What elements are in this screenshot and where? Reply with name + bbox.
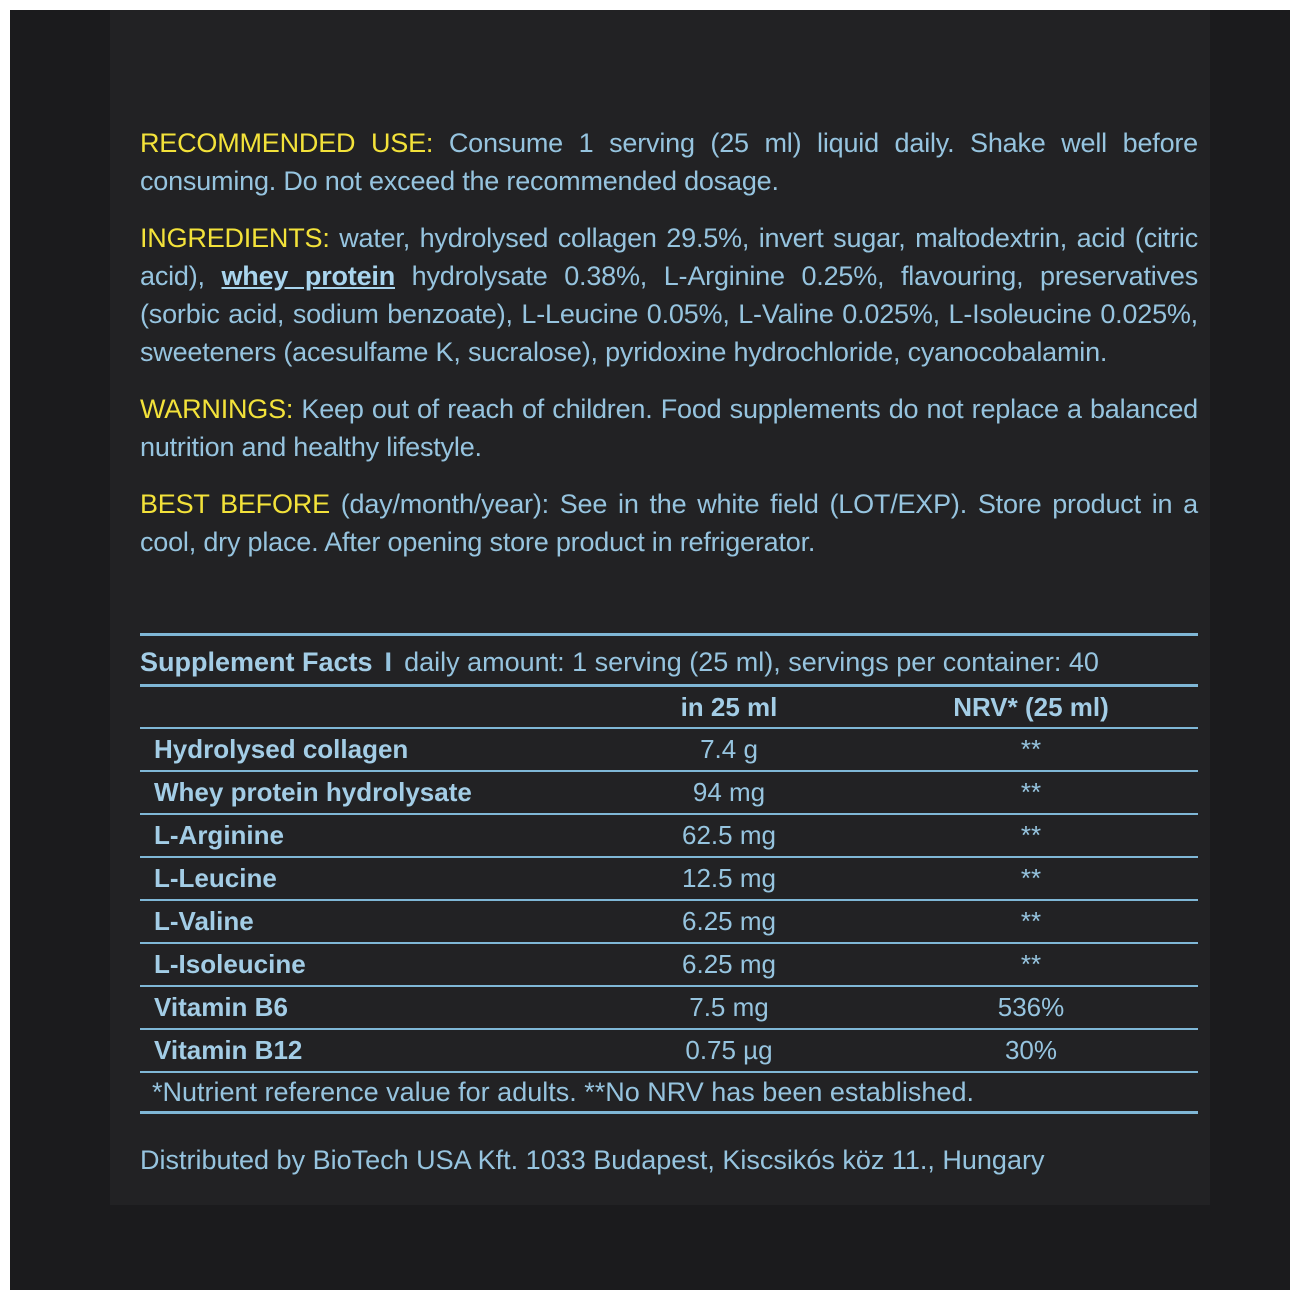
facts-serving-info: daily amount: 1 serving (25 ml), servings per container: 40 xyxy=(404,647,1099,677)
nutrient-nrv: 30% xyxy=(1004,1035,1058,1065)
recommended-use-paragraph xyxy=(140,124,1198,200)
nutrient-name: Hydrolysed collagen xyxy=(154,734,409,764)
table-row xyxy=(140,987,1198,1030)
table-row xyxy=(140,815,1198,858)
recommended-use-text: Consume 1 serving (25 ml) liquid daily. Shake well before consuming. Do not exceed the recommended dosage. xyxy=(140,128,1198,196)
best-before-label: BEST BEFORE xyxy=(140,489,330,519)
nutrient-nrv: ** xyxy=(1020,777,1042,807)
ingredients-text-before: water, hydrolysed collagen 29.5%, invert sugar, maltodextrin, acid (citric acid), xyxy=(140,223,1198,291)
nutrient-amount: 7.5 mg xyxy=(689,992,769,1022)
nutrient-name: Vitamin B12 xyxy=(154,1035,303,1065)
nutrient-amount: 12.5 mg xyxy=(682,863,776,893)
facts-bottom-rule xyxy=(140,1111,1198,1114)
nutrient-nrv: 536% xyxy=(997,992,1065,1022)
facts-footnote: *Nutrient reference value for adults. **No NRV has been established. xyxy=(152,1077,974,1107)
nutrient-name: L-Arginine xyxy=(154,820,284,850)
ingredients-paragraph xyxy=(140,219,1198,371)
table-row xyxy=(140,1030,1198,1073)
facts-column-header xyxy=(140,687,1198,729)
warnings-label: WARNINGS: xyxy=(140,394,294,424)
nutrient-name: L-Valine xyxy=(154,906,254,936)
warnings-text: Keep out of reach of children. Food supplements do not replace a balanced nutrition and healthy lifestyle. xyxy=(140,394,1198,462)
nutrient-amount: 62.5 mg xyxy=(682,820,776,850)
ingredients-highlight: whey protein xyxy=(221,261,395,291)
facts-col-amount: in 25 ml xyxy=(680,691,778,722)
best-before-paragraph xyxy=(140,485,1198,561)
nutrient-name: Vitamin B6 xyxy=(154,992,288,1022)
label-text-block xyxy=(140,124,1198,580)
nutrient-nrv: ** xyxy=(1020,734,1042,764)
nutrient-nrv: ** xyxy=(1020,863,1042,893)
facts-rows xyxy=(140,729,1198,1073)
ingredients-label: INGREDIENTS: xyxy=(140,223,330,253)
recommended-use-label: RECOMMENDED USE: xyxy=(140,128,434,158)
distributor-text: Distributed by BioTech USA Kft. 1033 Budapest, Kiscsikós köz 11., Hungary xyxy=(140,1145,1045,1175)
nutrient-name: Whey protein hydrolysate xyxy=(154,777,472,807)
supplement-facts-table xyxy=(140,633,1198,1114)
nutrient-amount: 0.75 µg xyxy=(685,1035,773,1065)
nutrient-name: L-Isoleucine xyxy=(154,949,306,979)
table-row xyxy=(140,858,1198,901)
facts-title: Supplement Facts xyxy=(140,647,373,677)
ingredients-text-after: hydrolysate 0.38%, L-Arginine 0.25%, flavouring, preservatives (sorbic acid, sodium benzoate), L-Leucine 0.05%, L-Valine 0.025%, L-Isoleucine 0.025%, sweeteners (acesulfame K, sucralose), pyridoxine hydrochloride, cyanocobalamin. xyxy=(140,261,1199,367)
nutrient-nrv: ** xyxy=(1020,949,1042,979)
nutrient-amount: 6.25 mg xyxy=(682,949,776,979)
facts-header xyxy=(140,636,1198,684)
best-before-text: (day/month/year): See in the white field (LOT/EXP). Store product in a cool, dry place. After opening store product in refrigerator. xyxy=(140,489,1198,557)
nutrient-name: L-Leucine xyxy=(154,863,277,893)
facts-separator: I xyxy=(384,647,393,677)
warnings-paragraph xyxy=(140,390,1198,466)
table-row xyxy=(140,901,1198,944)
table-row xyxy=(140,944,1198,987)
nutrient-amount: 6.25 mg xyxy=(682,906,776,936)
nutrient-nrv: ** xyxy=(1020,820,1042,850)
table-row xyxy=(140,729,1198,772)
nutrient-amount: 7.4 g xyxy=(700,734,758,764)
facts-col-nrv: NRV* (25 ml) xyxy=(953,691,1109,722)
nutrient-amount: 94 mg xyxy=(692,777,766,807)
nutrient-nrv: ** xyxy=(1020,906,1042,936)
table-row xyxy=(140,772,1198,815)
